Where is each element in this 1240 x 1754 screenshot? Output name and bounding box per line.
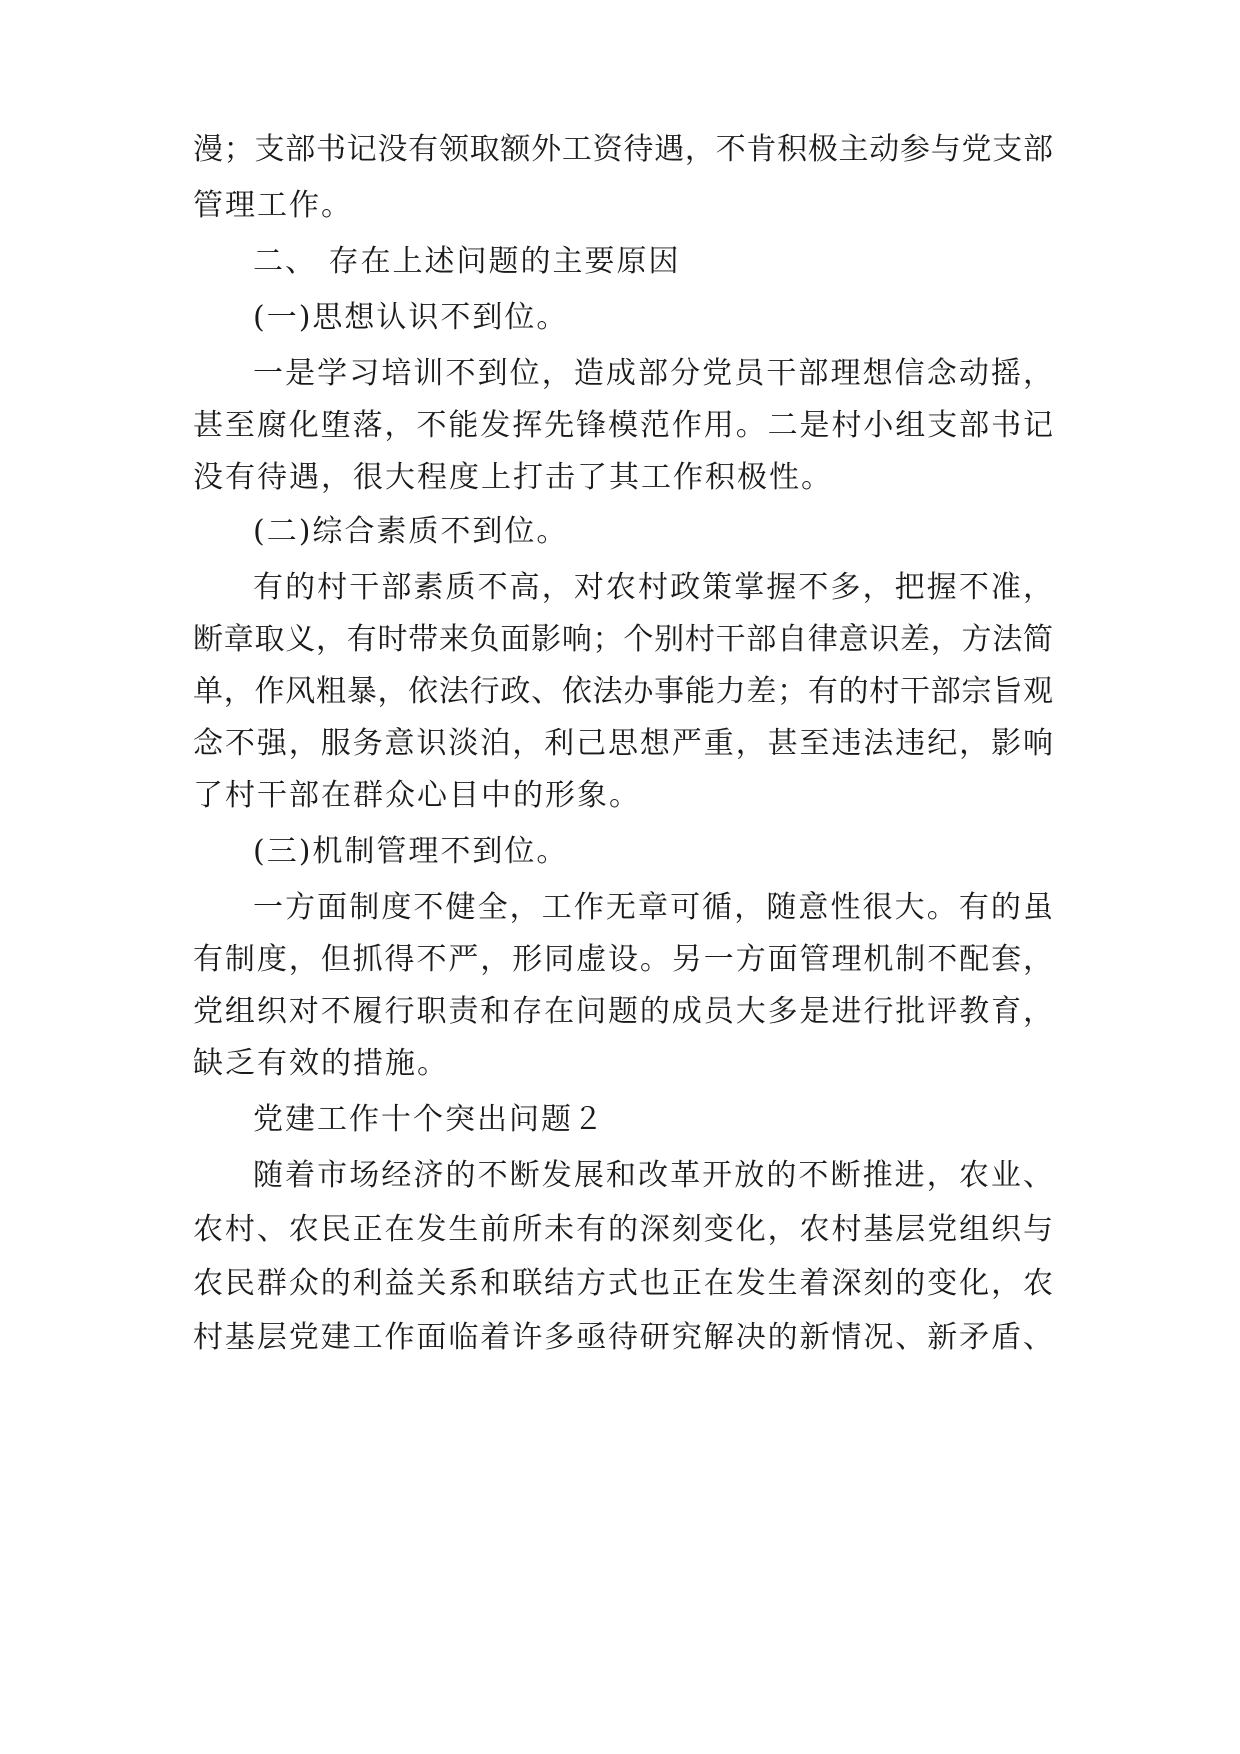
paragraph-line: 一方面制度不健全，工作无章可循，随意性很大。有的虽 — [253, 890, 1053, 925]
paragraph-line: 有制度，但抓得不严，形同虚设。另一方面管理机制不配套， — [193, 942, 1053, 977]
paragraph-line: 甚至腐化堕落，不能发挥先锋模范作用。二是村小组支部书记 — [193, 408, 1053, 443]
paragraph-line: 断章取义，有时带来负面影响；个别村干部自律意识差，方法简 — [193, 622, 1053, 657]
paragraph-line: 管理工作。 — [193, 188, 353, 223]
paragraph-line: 随着市场经济的不断发展和改革开放的不断推进，农业、 — [253, 1158, 1053, 1193]
paragraph-line: 念不强，服务意识淡泊，利己思想严重，甚至违法违纪，影响 — [193, 726, 1053, 761]
paragraph-line: 漫；支部书记没有领取额外工资待遇，不肯积极主动参与党支部 — [193, 132, 1053, 167]
paragraph-line: 单，作风粗暴，依法行政、依法办事能力差；有的村干部宗旨观 — [193, 674, 1053, 709]
paragraph-line: 了村干部在群众心目中的形象。 — [193, 778, 641, 813]
paragraph-line: 村基层党建工作面临着许多亟待研究解决的新情况、新矛盾、 — [193, 1320, 1053, 1355]
paragraph-line: 没有待遇，很大程度上打击了其工作积极性。 — [193, 460, 833, 495]
article-title: 党建工作十个突出问题２ — [253, 1102, 605, 1137]
paragraph-line: 有的村干部素质不高，对农村政策掌握不多，把握不准， — [253, 570, 1053, 605]
paragraph-line: 农村、农民正在发生前所未有的深刻变化，农村基层党组织与 — [193, 1212, 1053, 1247]
section-heading: 二、 存在上述问题的主要原因 — [253, 244, 681, 279]
subsection-heading: (二)综合素质不到位。 — [253, 514, 569, 549]
subsection-heading: (三)机制管理不到位。 — [253, 834, 569, 869]
paragraph-line: 一是学习培训不到位，造成部分党员干部理想信念动摇， — [253, 356, 1053, 391]
paragraph-line: 党组织对不履行职责和存在问题的成员大多是进行批评教育， — [193, 994, 1053, 1029]
paragraph-line: 农民群众的利益关系和联结方式也正在发生着深刻的变化，农 — [193, 1266, 1053, 1301]
subsection-heading: (一)思想认识不到位。 — [253, 300, 569, 335]
paragraph-line: 缺乏有效的措施。 — [193, 1046, 449, 1081]
